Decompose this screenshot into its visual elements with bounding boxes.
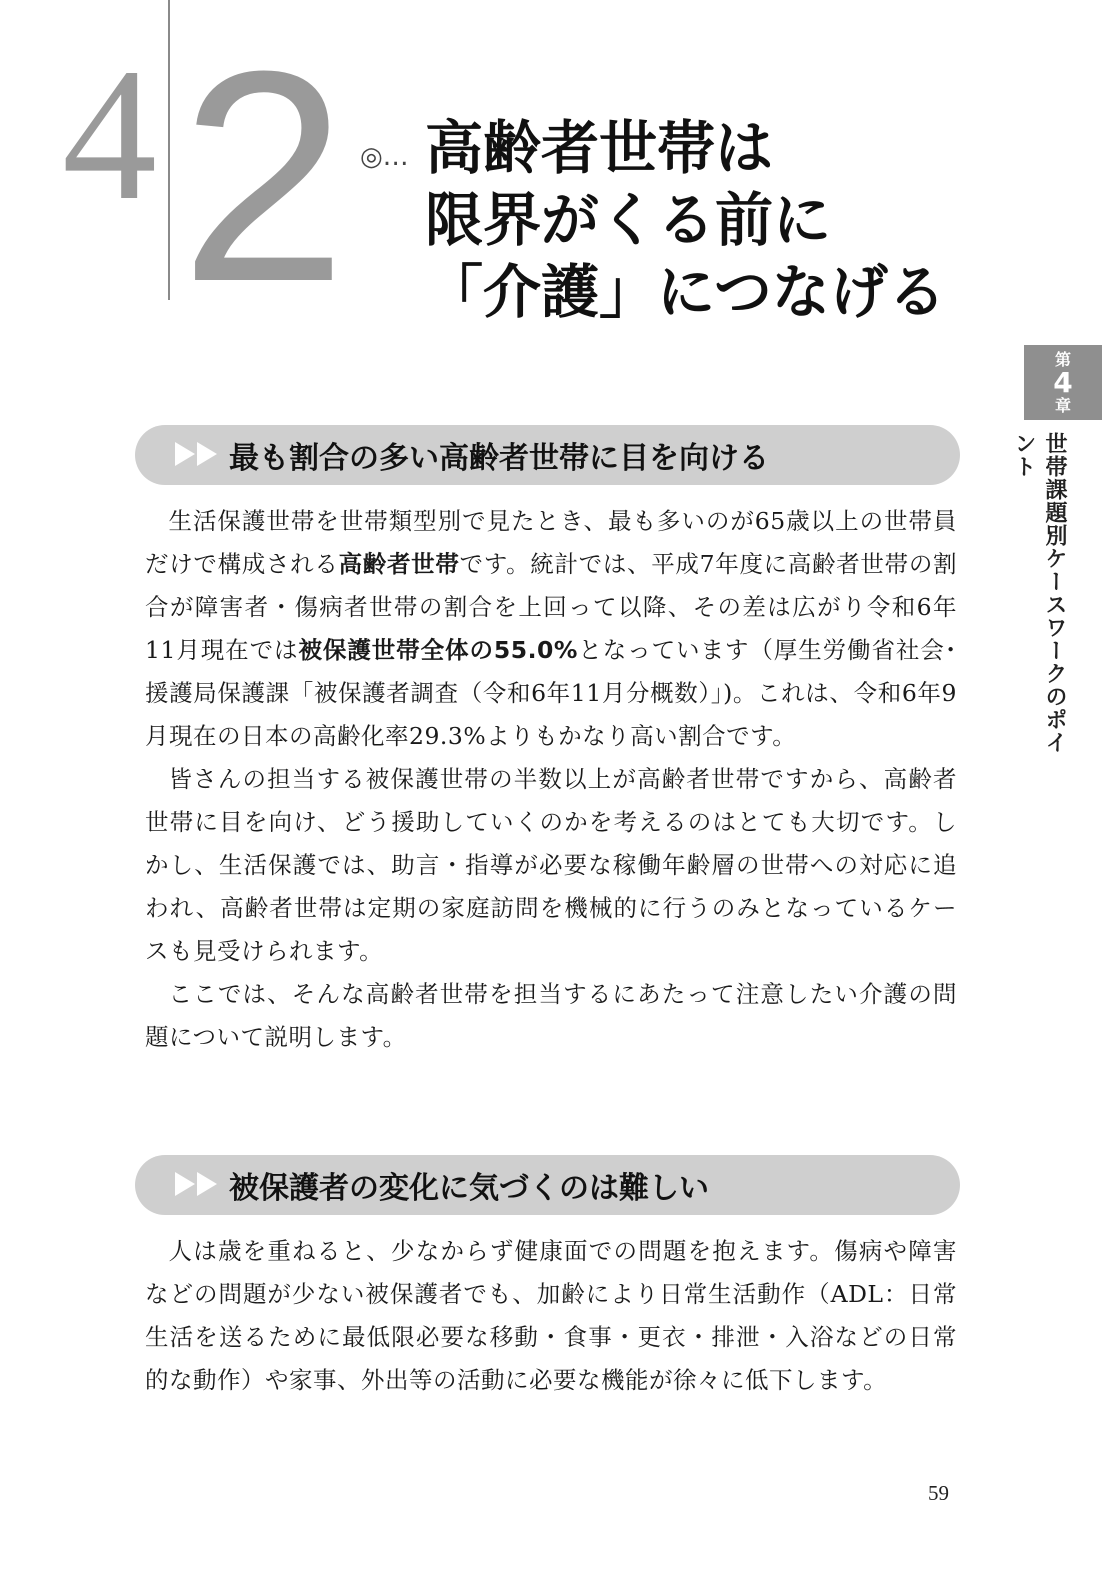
paragraph: 人は歳を重ねると、少なからず健康面での問題を抱えます。傷病や障害などの問題が少ない被保護者でも、加齢により日常生活動作（ADL：日常生活を送るために最低限必要な移動・食事・更衣・排泄・入浴などの日常的な動作）や家事、外出等の活動に必要な機能が徐々に低下します。 bbox=[145, 1237, 957, 1394]
chapter-tab-suffix: 章 bbox=[1054, 395, 1071, 415]
title-line: 高齢者世帯は bbox=[425, 114, 774, 182]
page-number: 59 bbox=[928, 1481, 949, 1505]
emphasis-text: 高齢者世帯 bbox=[338, 550, 460, 578]
title-line: 「介護」につなげる bbox=[425, 258, 946, 326]
paragraph: 皆さんの担当する被保護世帯の半数以上が高齢者世帯ですから、高齢者世帯に目を向け、どう援助していくのかを考えるのはとても大切です。しかし、生活保護では、助言・指導が必要な稼働年齢層の世帯への対応に追われ、高齢者世帯は定期の家庭訪問を機械的に行うのみとなっているケースも見受けられます。 bbox=[145, 765, 957, 965]
section-heading-text: 最も割合の多い高齢者世帯に目を向ける bbox=[229, 441, 769, 476]
section-heading-2 bbox=[135, 1155, 960, 1215]
section-heading-text: 被保護者の変化に気づくのは難しい bbox=[229, 1171, 709, 1206]
header-divider-line bbox=[168, 0, 170, 300]
emphasis-text: 被保護世帯全体の55.0% bbox=[298, 636, 578, 664]
section-body-2 bbox=[145, 1230, 957, 1402]
section-body-1 bbox=[145, 500, 957, 1059]
text-run: です。統計では、平成7年度に高齢者世帯の割合が障害者・傷病者世帯の割合を上回って以降、その差は広がり令和6年11月現在では bbox=[145, 550, 958, 664]
section-digit: 2 bbox=[180, 8, 347, 344]
paragraph: ここでは、そんな高齢者世帯を担当するにあたって注意したい介護の問題について説明します。 bbox=[145, 980, 957, 1051]
text-run: となっています（厚生労働省社会･援護局保護課「被保護者調査（令和6年11月分概数）」)。これは、令和6年9月現在の日本の高齢化率29.3%よりもかなり高い割合です。 bbox=[145, 636, 958, 750]
title-line: 限界がくる前に bbox=[425, 186, 832, 254]
title-mark-icon: ◎… bbox=[360, 142, 409, 172]
chapter-side-title: 世帯課題別ケースワークのポイント bbox=[1011, 432, 1067, 754]
chapter-tab-prefix: 第 bbox=[1054, 349, 1071, 369]
double-arrow-icon bbox=[175, 1172, 221, 1198]
section-heading-1 bbox=[135, 425, 960, 485]
chapter-tab bbox=[1024, 345, 1102, 420]
chapter-tab-number: 4 bbox=[1053, 365, 1073, 399]
chapter-digit: 4 bbox=[62, 30, 157, 240]
paragraph bbox=[145, 500, 957, 758]
page-title bbox=[425, 112, 985, 328]
text-run: 生活保護世帯を世帯類型別で見たとき、最も多いのが65歳以上の世帯員だけで構成される bbox=[145, 507, 957, 578]
double-arrow-icon bbox=[175, 442, 221, 468]
